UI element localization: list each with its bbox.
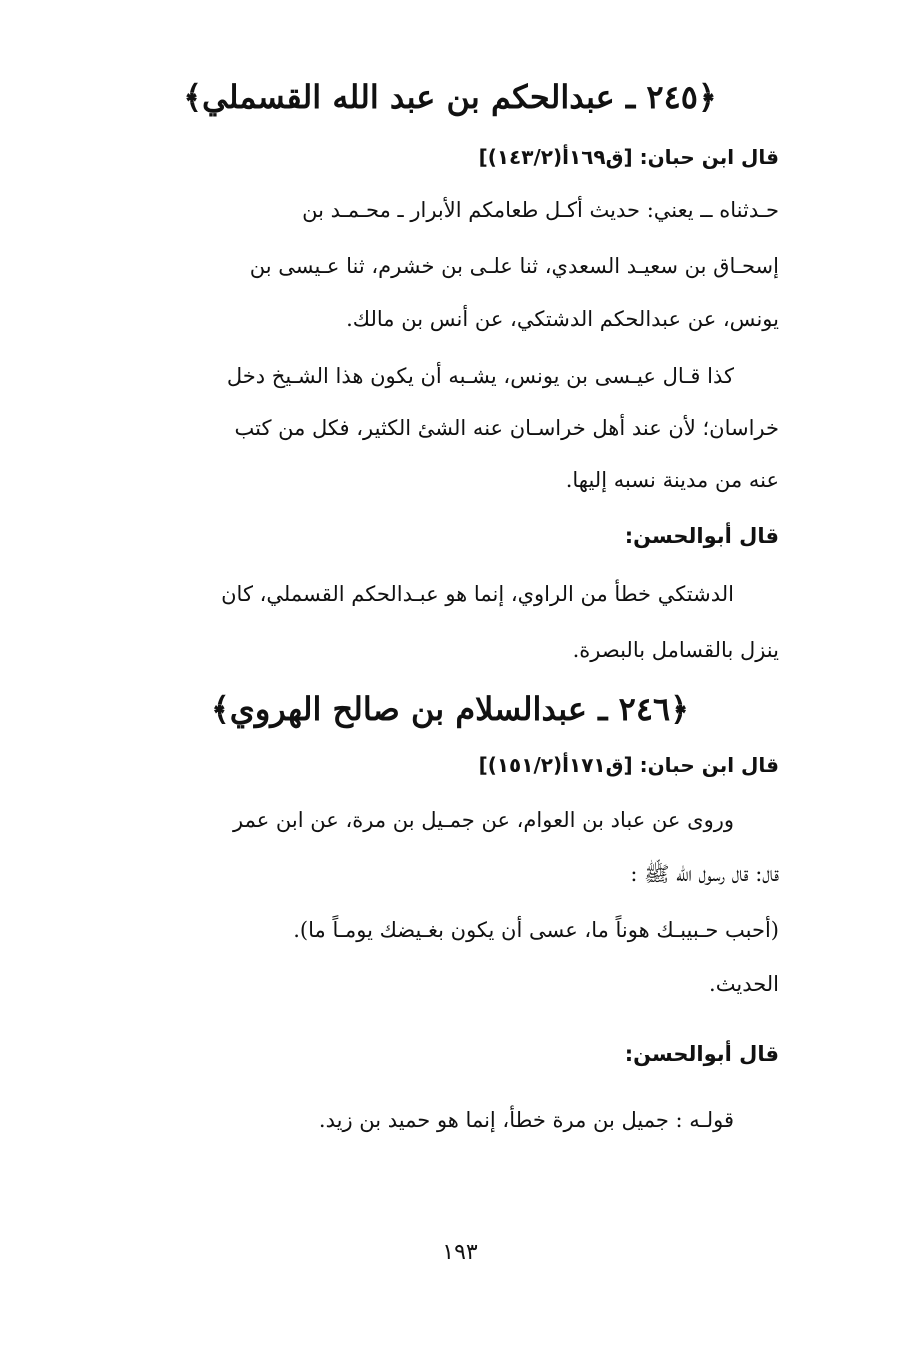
paragraph-line: حـدثناه ــ يعني: حديث أكـل طعامكم الأبرار ـ محـمـد بن [302, 198, 779, 222]
paragraph-line: يونس، عن عبدالحكم الدشتكي، عن أنس بن مالك. [346, 307, 779, 331]
commentary-label-246: قال أبوالحسن: [624, 1042, 779, 1066]
paragraph-line: قولـه : جميل بن مرة خطأ، إنما هو حميد بن زيد. [318, 1108, 734, 1132]
paragraph-line: كذا قـال عيـسى بن يونس، يشـبه أن يكون هذا الشـيخ دخل [226, 364, 734, 388]
source-citation-245: قال ابن حبان: [ق١٦٩أ(١٤٣/٢)] [478, 145, 779, 169]
paragraph-line: الدشتكي خطأ من الراوي، إنما هو عبـدالحكم القسملي، كان [221, 582, 734, 606]
paragraph-line: قال: قال رسول الله ﷺ : [630, 862, 779, 886]
commentary-label-245: قال أبوالحسن: [624, 524, 779, 548]
entry-heading-245: ﴿٢٤٥ ـ عبدالحكم بن عبد الله القسملي﴾ [183, 78, 717, 116]
paragraph-line: خراسان؛ لأن عند أهل خراسـان عنه الشئ الكثير، فكل من كتب [234, 416, 779, 440]
entry-heading-246: ﴿٢٤٦ ـ عبدالسلام بن صالح الهروي﴾ [211, 690, 689, 728]
paragraph-line: عنه من مدينة نسبه إليها. [565, 468, 779, 492]
page-number: ١٩٣ [442, 1240, 478, 1265]
paragraph-line: (أحبب حـبيبـك هوناً ما، عسى أن يكون بغـيضك يومـاً ما). [293, 918, 779, 942]
paragraph-line: إسحـاق بن سعيـد السعدي، ثنا علـى بن خشرم، ثنا عـيسى بن [249, 254, 779, 278]
paragraph-line: ينزل بالقسامل بالبصرة. [572, 638, 779, 662]
source-citation-246: قال ابن حبان: [ق١٧١أ(١٥١/٢)] [478, 753, 779, 777]
paragraph-line: وروى عن عباد بن العوام، عن جمـيل بن مرة، عن ابن عمر [233, 808, 734, 832]
paragraph-line: الحديث. [709, 972, 779, 996]
